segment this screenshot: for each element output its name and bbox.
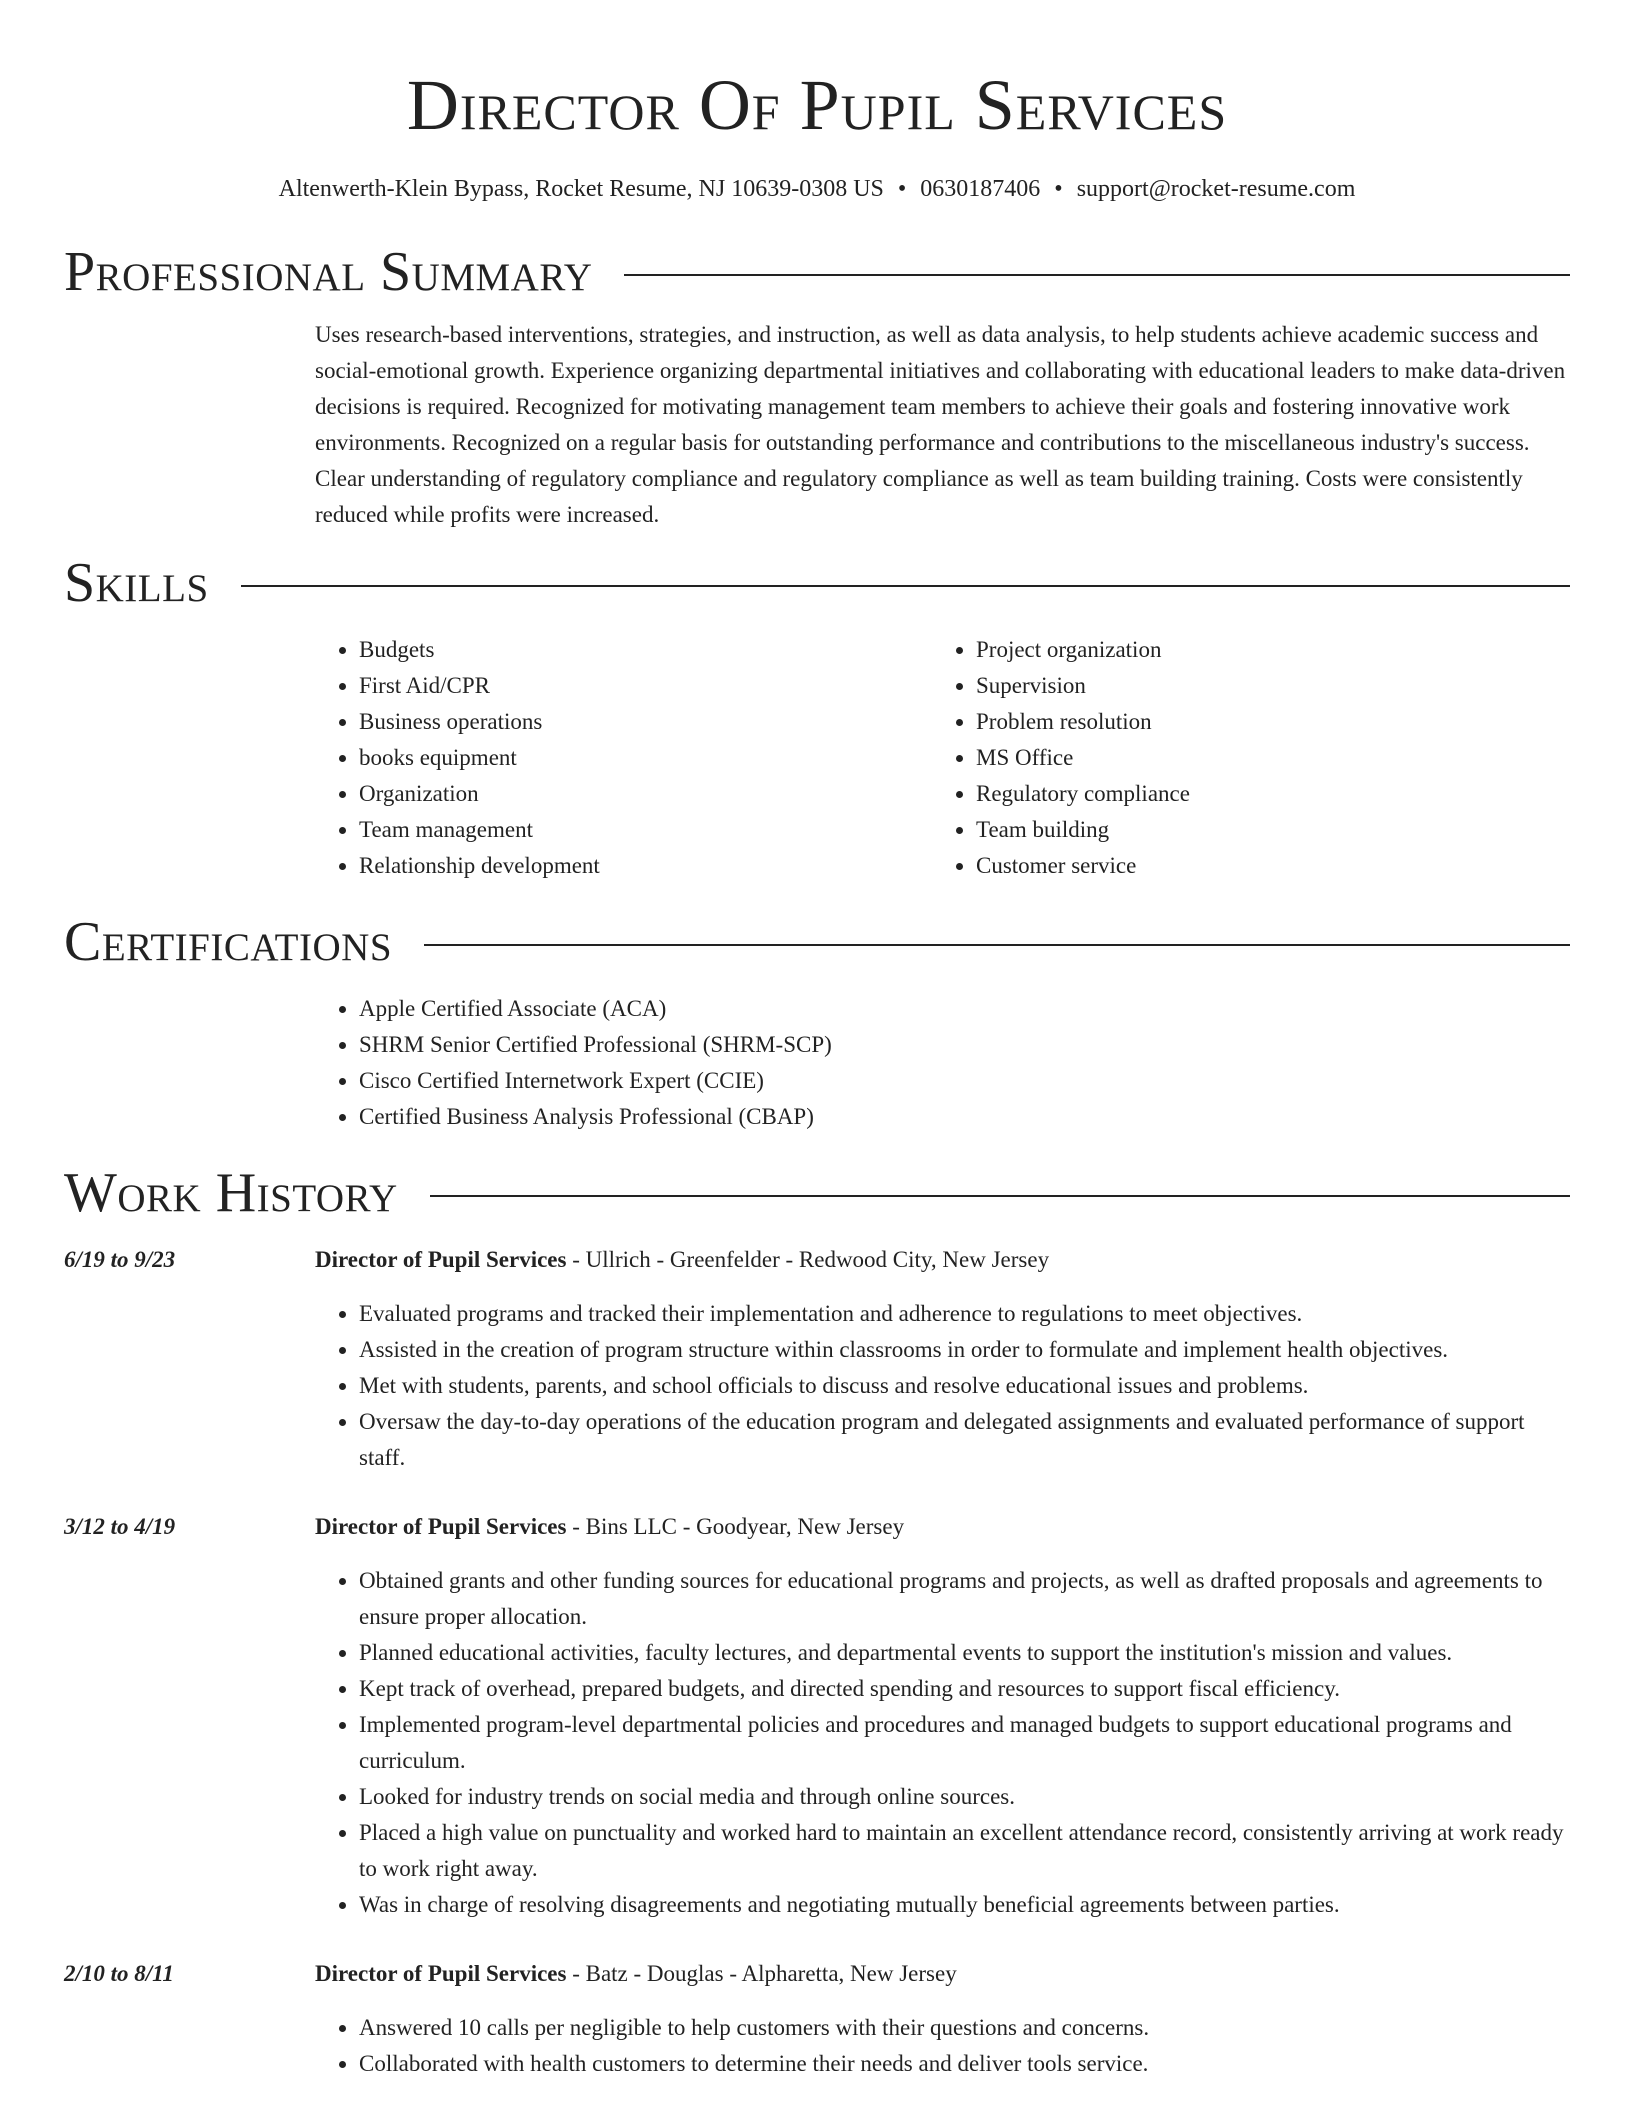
contact-separator: • bbox=[897, 176, 907, 202]
list-item: • First Aid/CPR bbox=[359, 668, 932, 704]
list-item: • Team management bbox=[359, 812, 932, 848]
work-heading: Work History bbox=[64, 1162, 398, 1224]
job-details bbox=[315, 1956, 1570, 2082]
list-item: • Apple Certified Associate (ACA) bbox=[359, 991, 1570, 1027]
skills-column-left bbox=[315, 632, 932, 884]
job-bullets bbox=[315, 1563, 1570, 1923]
section-divider bbox=[241, 585, 1570, 587]
job-heading bbox=[315, 1242, 1570, 1278]
job-details bbox=[315, 1509, 1570, 1923]
certifications-heading: Certifications bbox=[64, 911, 393, 973]
list-item: • books equipment bbox=[359, 740, 932, 776]
list-item: • MS Office bbox=[976, 740, 1532, 776]
skills-heading: Skills bbox=[64, 552, 209, 614]
list-item: • Kept track of overhead, prepared budgets, and directed spending and resources to support fiscal efficiency. bbox=[359, 1671, 1570, 1707]
summary-text: Uses research-based interventions, strategies, and instruction, as well as data analysis, to help students achieve academic success and social-emotional growth. Experience organizing departmental initiatives and collaborating with educational leaders to make data-driven decisions is required. Recognized for motivating management team members to achieve their goals and fostering innovative work environments. Recognized on a regular basis for outstanding performance and contributions to the miscellaneous industry's success. Clear understanding of regulatory compliance and regulatory compliance as well as team building training. Costs were consistently reduced while profits were increased. bbox=[315, 322, 1566, 527]
candidate-name: Director Of Pupil Services bbox=[406, 65, 1228, 145]
job-title: Director of Pupil Services bbox=[315, 1961, 567, 1986]
list-item: • Problem resolution bbox=[976, 704, 1532, 740]
list-item: • Implemented program-level departmental policies and procedures and managed budgets to support educational programs and curriculum. bbox=[359, 1707, 1570, 1779]
contact-email: support@rocket-resume.com bbox=[1076, 176, 1356, 202]
list-item: • Budgets bbox=[359, 632, 932, 668]
summary-body bbox=[315, 317, 1570, 533]
list-item: • Team building bbox=[976, 812, 1532, 848]
contact-address: Altenwerth-Klein Bypass, Rocket Resume, NJ 10639-0308 US bbox=[278, 176, 884, 202]
summary-section-header bbox=[64, 240, 1570, 304]
job-heading bbox=[315, 1956, 1570, 1992]
skills-list bbox=[315, 632, 1570, 884]
list-item: • Placed a high value on punctuality and worked hard to maintain an excellent attendance record, consistently arriving at work ready to work right away. bbox=[359, 1815, 1570, 1887]
job-entry bbox=[64, 1242, 1570, 1476]
list-item: • Collaborated with health customers to determine their needs and deliver tools service. bbox=[359, 2046, 1570, 2082]
list-item: • Evaluated programs and tracked their implementation and adherence to regulations to meet objectives. bbox=[359, 1296, 1570, 1332]
certifications-list bbox=[315, 991, 1570, 1135]
job-title: Director of Pupil Services bbox=[315, 1247, 567, 1272]
job-entry bbox=[64, 1509, 1570, 1923]
section-divider bbox=[430, 1195, 1570, 1197]
list-item: • Cisco Certified Internetwork Expert (CCIE) bbox=[359, 1063, 1570, 1099]
list-item: • Project organization bbox=[976, 632, 1532, 668]
list-item: • Customer service bbox=[976, 848, 1532, 884]
job-employer: - Batz - Douglas - Alpharetta, New Jersey bbox=[566, 1961, 957, 1986]
list-item: • Certified Business Analysis Professional (CBAP) bbox=[359, 1099, 1570, 1135]
job-dates: 2/10 to 8/11 bbox=[64, 1961, 174, 1986]
work-history-list bbox=[64, 1242, 1570, 2082]
contact-phone: 0630187406 bbox=[920, 176, 1041, 202]
resume-page bbox=[64, 0, 1570, 2082]
job-title: Director of Pupil Services bbox=[315, 1514, 567, 1539]
skills-column-right bbox=[932, 632, 1532, 884]
certifications-section-header bbox=[64, 910, 1570, 974]
list-item: • Supervision bbox=[976, 668, 1532, 704]
job-dates: 3/12 to 4/19 bbox=[64, 1514, 176, 1539]
contact-separator: • bbox=[1054, 176, 1063, 202]
list-item: • Met with students, parents, and school officials to discuss and resolve educational issues and problems. bbox=[359, 1368, 1570, 1404]
list-item: • Planned educational activities, faculty lectures, and departmental events to support the institution's mission and values. bbox=[359, 1635, 1570, 1671]
section-divider bbox=[424, 944, 1570, 946]
list-item: • Obtained grants and other funding sources for educational programs and projects, as well as drafted proposals and agreements to ensure proper allocation. bbox=[359, 1563, 1570, 1635]
list-item: • Was in charge of resolving disagreements and negotiating mutually beneficial agreements between parties. bbox=[359, 1887, 1570, 1923]
list-item: • Looked for industry trends on social media and through online sources. bbox=[359, 1779, 1570, 1815]
job-dates: 6/19 to 9/23 bbox=[64, 1247, 176, 1272]
job-entry bbox=[64, 1956, 1570, 2082]
job-heading bbox=[315, 1509, 1570, 1545]
section-divider bbox=[624, 274, 1570, 276]
work-section-header bbox=[64, 1161, 1570, 1225]
list-item: • Organization bbox=[359, 776, 932, 812]
certifications-body bbox=[315, 991, 1570, 1135]
list-item: • Oversaw the day-to-day operations of the education program and delegated assignments and evaluated performance of support staff. bbox=[359, 1404, 1570, 1476]
job-details bbox=[315, 1242, 1570, 1476]
list-item: • Regulatory compliance bbox=[976, 776, 1532, 812]
list-item: • SHRM Senior Certified Professional (SHRM-SCP) bbox=[359, 1027, 1570, 1063]
list-item: • Assisted in the creation of program structure within classrooms in order to formulate and implement health objectives. bbox=[359, 1332, 1570, 1368]
job-bullets bbox=[315, 2010, 1570, 2082]
job-employer: - Bins LLC - Goodyear, New Jersey bbox=[566, 1514, 905, 1539]
list-item: • Answered 10 calls per negligible to help customers with their questions and concerns. bbox=[359, 2010, 1570, 2046]
list-item: • Relationship development bbox=[359, 848, 932, 884]
contact-line bbox=[64, 174, 1570, 204]
summary-heading: Professional Summary bbox=[64, 241, 593, 303]
skills-section-header bbox=[64, 551, 1570, 615]
list-item: • Business operations bbox=[359, 704, 932, 740]
job-bullets bbox=[315, 1296, 1570, 1476]
job-employer: - Ullrich - Greenfelder - Redwood City, New Jersey bbox=[566, 1247, 1050, 1272]
